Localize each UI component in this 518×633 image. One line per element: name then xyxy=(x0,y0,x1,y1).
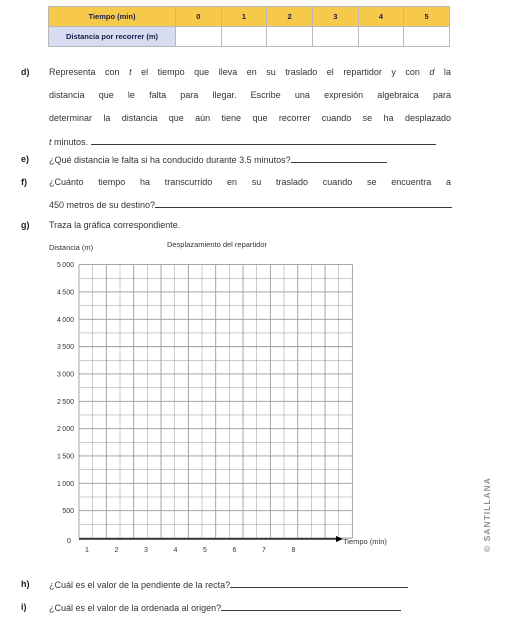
question-d-line2: distancia que le falta para llegar. Escribe una expresión algebraica para xyxy=(49,90,451,100)
question-g-text: Traza la gráfica correspondiente. xyxy=(49,220,181,230)
question-g-letter: g) xyxy=(21,220,30,230)
y-axis-label: Distancia (m) xyxy=(49,243,94,252)
question-d-text: minutos. xyxy=(54,137,89,147)
question-h xyxy=(49,579,408,590)
y-tick-label: 500 xyxy=(62,508,74,516)
question-e-text: ¿Qué distancia le falta si ha conducido durante 3.5 minutos? xyxy=(49,155,291,165)
variable-t: t xyxy=(49,137,52,147)
question-i xyxy=(49,602,401,613)
x-tick-label: 6 xyxy=(232,547,237,554)
y-tick-label: 1 500 xyxy=(57,453,74,461)
question-e-letter: e) xyxy=(21,154,30,164)
question-d-text: el tiempo que lleva en su traslado el repartidor y con xyxy=(141,67,420,77)
y-tick-label: 4 000 xyxy=(57,316,74,324)
x-tick-labels xyxy=(85,547,296,554)
y-tick-label: 4 500 xyxy=(57,289,74,297)
x-tick-label: 3 xyxy=(144,547,148,554)
y-tick-label: 3 000 xyxy=(57,371,74,379)
question-d-line3: determinar la distancia que aún tiene que recorrer cuando se ha desplazado xyxy=(49,113,451,123)
x-tick-label: 5 xyxy=(203,547,207,554)
question-d-text: Representa con xyxy=(49,67,120,77)
y-tick-label: 5 000 xyxy=(57,262,74,270)
y-tick-label: 3 500 xyxy=(57,344,74,352)
x-tick-label: 7 xyxy=(262,547,266,554)
variable-t: t xyxy=(129,67,132,77)
x-axis-arrow xyxy=(336,536,343,542)
question-h-letter: h) xyxy=(21,579,30,589)
question-d-text: la xyxy=(443,67,451,77)
table-header-label: Tiempo (min) xyxy=(49,7,176,27)
table-time-cell: 5 xyxy=(404,7,450,27)
question-f-text: 450 metros de su destino? xyxy=(49,200,156,210)
chart-title: Desplazamiento del repartidor xyxy=(166,240,268,249)
table-row-label: Distancia por recorrer (m) xyxy=(49,27,176,47)
table-time-cell: 3 xyxy=(312,7,358,27)
publisher-watermark: © SANTILLANA xyxy=(482,477,492,552)
y-tick-label: 2 000 xyxy=(57,426,74,434)
variable-d: d xyxy=(429,67,435,77)
y-tick-label: 2 500 xyxy=(57,398,74,406)
x-axis-label: Tiempo (min) xyxy=(343,537,387,546)
answer-line-i[interactable] xyxy=(221,602,401,611)
table-time-cell: 0 xyxy=(176,7,222,27)
grid xyxy=(79,265,352,538)
x-tick-label: 1 xyxy=(85,547,89,554)
question-f-letter: f) xyxy=(21,177,27,187)
origin-label: 0 xyxy=(67,538,71,545)
y-tick-labels xyxy=(57,262,74,515)
y-tick-label: 1 000 xyxy=(57,480,74,488)
x-tick-label: 4 xyxy=(173,547,178,554)
question-i-text: ¿Cuál es el valor de la ordenada al origen? xyxy=(49,603,222,613)
question-f-line1: ¿Cuánto tiempo ha transcurrido en su traslado cuando se encuentra a xyxy=(49,177,451,187)
answer-line-h[interactable] xyxy=(230,579,408,588)
question-i-letter: i) xyxy=(21,602,27,612)
table-time-cell: 1 xyxy=(221,7,267,27)
table-time-cell: 4 xyxy=(358,7,404,27)
question-d-letter: d) xyxy=(21,67,30,77)
table-time-cell: 2 xyxy=(267,7,313,27)
question-h-text: ¿Cuál es el valor de la pendiente de la recta? xyxy=(49,580,231,590)
x-tick-label: 2 xyxy=(114,547,119,554)
x-tick-label: 8 xyxy=(291,547,296,554)
